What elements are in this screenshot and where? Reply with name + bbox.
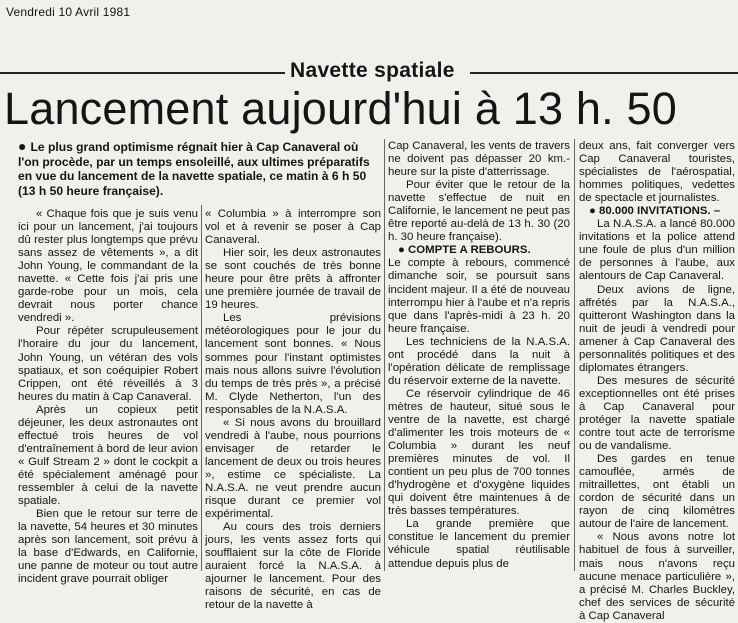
lead-paragraph <box>18 139 376 198</box>
rule-left <box>0 72 285 74</box>
col2-paragraph: Au cours des trois derniers jours, les vents assez forts qui soufflaient sur la côte de Floride auraient forcé la N.A.S.A. à ajourner le lancement. Pour des raisons de sécurité, en cas de retour de la navette à <box>205 521 381 612</box>
date-line: Vendredi 10 Avril 1981 <box>6 5 131 19</box>
column-divider <box>384 139 385 571</box>
col1-paragraph: Après un copieux petit déjeuner, les deux astronautes ont effectué trois heures de vol d'entraînement à bord de leur avion « Gulf Stream 2 » dont le cockpit a été spécialement aménagé pour ressembler à celui de la navette spatiale. <box>18 403 198 508</box>
col3-paragraph: Ce réservoir cylindrique de 46 mètres de hauteur, situé sous le ventre de la navette, est chargé d'alimenter les trois moteurs de « Columbia » durant les neuf premières minutes de vol. Il contient un peu plus de 700 tonnes d'hydrogène et d'oxygène liquides qui doivent être maintenues à de très basses températures. <box>388 387 570 518</box>
column-divider <box>201 205 202 571</box>
rule-right <box>470 72 738 74</box>
bullet-icon: ● <box>398 244 409 257</box>
col3-paragraph: Pour éviter que le retour de la navette s'effectue de nuit en Californie, le lancement ne peut pas être reporté au-delà de 13 h. 30 (20 h. 30 heure française). <box>388 179 570 244</box>
col2-paragraph: « Si nous avons du brouillard vendredi à l'aube, nous pourrions envisager de retarder le lancement de deux ou trois heures », estime ce spécialiste. La N.A.S.A. ne veut prendre aucun risque durant ce premier vol expérimental. <box>205 416 381 521</box>
bullet-icon: ● <box>589 205 600 218</box>
col3-subheading <box>388 244 570 257</box>
col3-subheading-text: COMPTE A REBOURS. <box>408 244 531 257</box>
section-title: Navette spatiale <box>290 59 455 82</box>
col3-paragraph: Le compte à rebours, commencé dimanche soir, se poursuit sans incident majeur. Il a été de nouveau interrompu hier à l'aube et n'a repris que dans l'après-midi à 23 h. 20 heure française. <box>388 257 570 335</box>
col4-paragraph: deux ans, fait converger vers Cap Canaveral touristes, spécialistes de l'aérospatial, hommes politiques, vedettes de spectacle et journalistes. <box>579 140 735 205</box>
column-3 <box>388 140 570 571</box>
col3-paragraph: La grande première que constitue le lancement du premier véhicule spatial réutilisable attendue depuis plus de <box>388 518 570 570</box>
column-2 <box>205 208 381 612</box>
col2-paragraph: « Columbia » à interrompre son vol et à revenir se poser à Cap Canaveral. <box>205 208 381 247</box>
col2-paragraph: Hier soir, les deux astronautes se sont couchés de très bonne heure pour être prêts à affronter une première journée de travail de 19 heures. <box>205 247 381 312</box>
col4-paragraph: La N.A.S.A. a lancé 80.000 invitations et la police attend une foule de plus d'un million de personnes à l'aube, aux alentours de Cap Canaveral. <box>579 218 735 283</box>
column-divider <box>574 139 575 571</box>
col3-paragraph: Cap Canaveral, les vents de travers ne doivent pas dépasser 20 km.-heure sur la piste d'atterrissage. <box>388 140 570 179</box>
bullet-icon: ● <box>18 138 27 154</box>
col4-paragraph: Des gardes en tenue camouflée, armés de mitraillettes, ont établi un cordon de sécurité dans un rayon de cinq kilomètres autour de l'aire de lancement. <box>579 453 735 531</box>
col2-paragraph: Les prévisions météorologiques pour le jour du lancement sont bonnes. « Nous sommes pour l'instant optimistes mais nous allons suivre l'évolution du temps de très près », a précisé M. Clyde Netherton, l'un des responsables de la N.A.S.A. <box>205 312 381 416</box>
column-4 <box>579 140 735 623</box>
col4-subheading-text: 80.000 INVITATIONS. – <box>599 205 721 218</box>
col1-paragraph: « Chaque fois que je suis venu ici pour un lancement, j'ai toujours dû rester plus longtemps que prévu sans assez de vêtements », a dit John Young, le commandant de la navette. « Cette fois j'ai pris une garde-robe pour un mois, cela devrait nous porter chance vendredi ». <box>18 208 198 325</box>
column-1 <box>18 208 198 586</box>
headline: Lancement aujourd'hui à 13 h. 50 <box>4 83 677 134</box>
col1-paragraph: Pour répéter scrupuleusement l'horaire du jour du lancement, John Young, un vétéran des vols spatiaux, et son coéquipier Robert Crippen, ont été réveillés à 3 heures du matin à Cap Canaveral. <box>18 325 198 403</box>
col1-paragraph: Bien que le retour sur terre de la navette, 54 heures et 30 minutes après son lancement, soit prévu à la base d'Edwards, en Californie, une panne de moteur ou tout autre incident grave pourrait obliger <box>18 508 198 586</box>
col4-subheading <box>579 205 735 218</box>
lead-text: Le plus grand optimisme régnait hier à Cap Canaveral où l'on procède, par un temps ensoleillé, aux ultimes préparatifs en vue du lancement de la navette spatiale, ce matin à 6 h 50 (13 h 50 heure française). <box>18 140 370 198</box>
col4-paragraph: Deux avions de ligne, affrétés par la N.A.S.A., quitteront Washington dans la nuit de jeudi à vendredi pour amener à Cap Canaveral des personnalités politiques et des diplomates étrangers. <box>579 283 735 374</box>
col4-paragraph: Des mesures de sécurité exceptionnelles ont été prises à Cap Canaveral pour protéger la navette spatiale contre tout acte de terrorisme ou de vandalisme. <box>579 374 735 453</box>
col3-paragraph: Les techniciens de la N.A.S.A. ont procédé dans la nuit à l'opération délicate de remplissage du réservoir externe de la navette. <box>388 335 570 387</box>
col4-paragraph: « Nous avons notre lot habituel de fous à surveiller, mais nous n'avons reçu aucune menace particulière », a précisé M. Charles Buckley, chef des services de sécurité à Cap Canaveral <box>579 531 735 622</box>
